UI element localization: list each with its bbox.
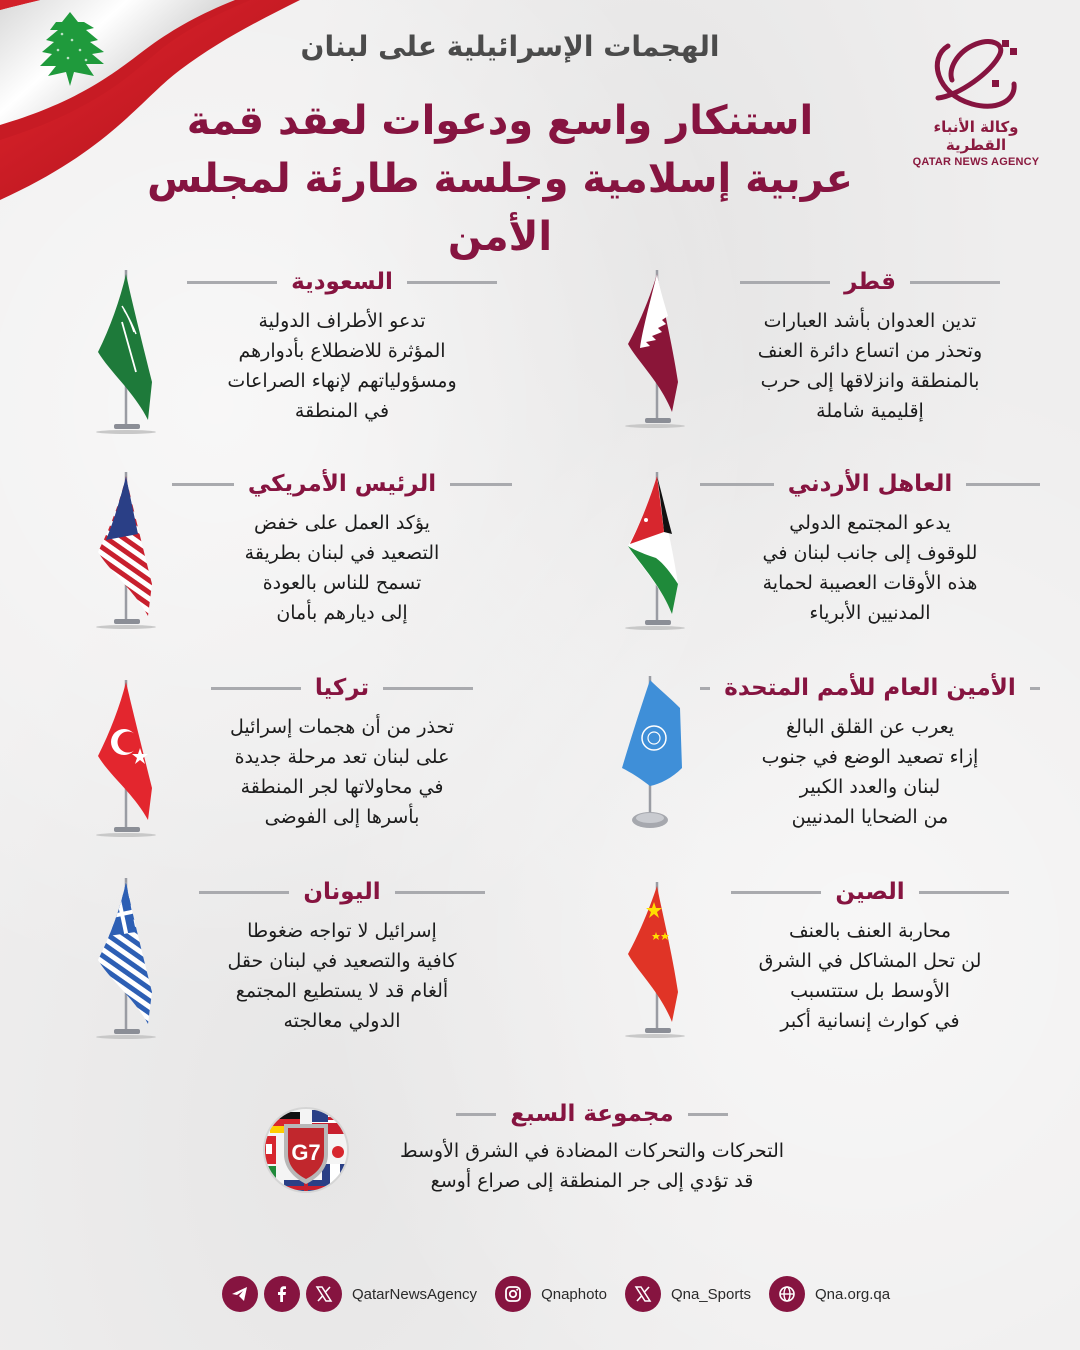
qna-orbit-logo-icon [928, 36, 1024, 114]
divider [919, 891, 1009, 894]
handle-qna-sports[interactable]: Qna_Sports [670, 1285, 751, 1303]
body-line: على لبنان تعد مرحلة جديدة [234, 746, 450, 768]
un-flag-icon [620, 668, 690, 848]
card-china [620, 872, 1040, 1052]
divider [1030, 687, 1040, 690]
body-line: ألغام قد لا يستطيع المجتمع [235, 980, 449, 1002]
body-line: لبنان والعدد الكبير [799, 776, 941, 798]
card-jordan [620, 464, 1040, 644]
saudi-flag-icon [92, 262, 162, 442]
body-line: في كوارث إنسانية أكبر [780, 1010, 960, 1032]
card-title: الرئيس الأمريكي [247, 471, 437, 497]
body-line: محاربة العنف بالعنف [788, 920, 952, 942]
facebook-icon[interactable] [264, 1276, 300, 1312]
body-line: التصعيد في لبنان بطريقة [244, 542, 440, 564]
logo-arabic-text: وكالة الأنباء القطرية [933, 118, 1019, 154]
card-title: السعودية [291, 269, 393, 295]
handle-qnaphoto[interactable]: Qnaphoto [541, 1285, 607, 1303]
card-title: تركيا [314, 675, 370, 701]
logo-english-text: QATAR NEWS AGENCY [912, 156, 1040, 168]
telegram-icon[interactable] [222, 1276, 258, 1312]
card-body [700, 306, 1040, 426]
card-un [620, 668, 1040, 848]
divider [731, 891, 821, 894]
china-flag-icon [620, 872, 690, 1052]
body-line: هذه الأوقات العصيبة لحماية [762, 572, 978, 594]
card-usa [92, 464, 512, 644]
body-line: المدنيين الأبرياء [809, 602, 931, 624]
body-line: إزاء تصعيد الوضع في جنوب [761, 746, 979, 768]
card-qatar [620, 262, 1040, 442]
instagram-icon[interactable] [495, 1276, 531, 1312]
body-line: لن تحل المشاكل في الشرق [758, 950, 982, 972]
x-icon[interactable] [625, 1276, 661, 1312]
qatar-flag-icon [620, 262, 690, 442]
headline-line-2: عربية إسلامية وجلسة طارئة لمجلس الأمن [147, 156, 853, 260]
body-line: يؤكد العمل على خفض [254, 512, 430, 534]
body-line: تدين العدوان بأشد العبارات [763, 310, 977, 332]
page-title [110, 92, 890, 266]
body-line: إقليمية شاملة [816, 400, 924, 422]
body-line: إلى ديارهم بأمان [276, 602, 408, 624]
body-line: تسمح للناس بالعودة [262, 572, 422, 594]
globe-icon[interactable] [769, 1276, 805, 1312]
body-line: في المنطقة [294, 400, 390, 422]
greece-flag-icon [92, 872, 162, 1052]
card-title: العاهل الأردني [787, 471, 953, 497]
body-line: كافية والتصعيد في لبنان حقل [227, 950, 457, 972]
x-icon[interactable] [306, 1276, 342, 1312]
body-line: يدعو المجتمع الدولي [789, 512, 951, 534]
body-line: التحركات والتحركات المضادة في الشرق الأوسط [399, 1140, 785, 1162]
divider [211, 687, 301, 690]
divider [395, 891, 485, 894]
g7-section [262, 1100, 822, 1200]
divider [383, 687, 473, 690]
card-title: الأمين العام للأمم المتحدة [724, 675, 1016, 701]
divider [450, 483, 512, 486]
handle-qna-org-qa[interactable]: Qna.org.qa [815, 1285, 891, 1303]
body-line: تدعو الأطراف الدولية [258, 310, 426, 332]
g7-badge-icon [262, 1106, 350, 1194]
divider [407, 281, 497, 284]
body-line: وتحذر من اتساع دائرة العنف [757, 340, 983, 362]
divider [199, 891, 289, 894]
body-line: من الضحايا المدنيين [791, 806, 949, 828]
jordan-flag-icon [620, 464, 690, 644]
divider [456, 1113, 496, 1116]
card-body [700, 712, 1040, 832]
kicker-title: الهجمات الإسرائيلية على لبنان [300, 30, 720, 63]
usa-flag-icon [92, 464, 162, 644]
body-line: يعرب عن القلق البالغ [785, 716, 955, 738]
card-title: قطر [844, 269, 896, 295]
card-body [172, 916, 512, 1036]
svg-text:G7: G7 [291, 1140, 321, 1165]
g7-body [362, 1136, 822, 1196]
divider [966, 483, 1040, 486]
handle-qatarnewsagency[interactable]: QatarNewsAgency [352, 1285, 478, 1303]
card-saudi [92, 262, 512, 442]
body-line: بالمنطقة وانزلاقها إلى حرب [760, 370, 980, 392]
card-turkey [92, 668, 512, 848]
card-body [172, 306, 512, 426]
divider [172, 483, 234, 486]
body-line: الدولي معالجته [283, 1010, 401, 1032]
turkey-flag-icon [92, 668, 162, 848]
g7-title: مجموعة السبع [510, 1101, 674, 1127]
body-line: إسرائيل لا تواجه ضغوطا [247, 920, 437, 942]
body-line: قد تؤدي إلى جر المنطقة إلى صراع أوسع [430, 1170, 754, 1192]
divider [688, 1113, 728, 1116]
divider [187, 281, 277, 284]
body-line: تحذر من أن هجمات إسرائيل [229, 716, 455, 738]
divider [910, 281, 1000, 284]
body-line: الأوسط بل ستتسبب [790, 980, 950, 1002]
body-line: للوقوف إلى جانب لبنان في [762, 542, 978, 564]
body-line: المؤثرة للاضطلاع بأدوارهم [238, 340, 446, 362]
headline-line-1: استنكار واسع ودعوات لعقد قمة [186, 98, 814, 144]
body-line: بأسرها إلى الفوضى [264, 806, 420, 828]
card-body [700, 916, 1040, 1036]
social-footer [222, 1276, 908, 1312]
body-line: ومسؤولياتهم لإنهاء الصراعات [227, 370, 457, 392]
card-title: الصين [835, 879, 905, 905]
card-title: اليونان [303, 879, 381, 905]
card-body [172, 712, 512, 832]
card-body [172, 508, 512, 628]
card-body [700, 508, 1040, 628]
divider [700, 483, 774, 486]
divider [700, 687, 710, 690]
divider [740, 281, 830, 284]
card-greece [92, 872, 512, 1052]
qna-logo [908, 36, 1044, 168]
body-line: في محاولاتها لجر المنطقة [240, 776, 444, 798]
